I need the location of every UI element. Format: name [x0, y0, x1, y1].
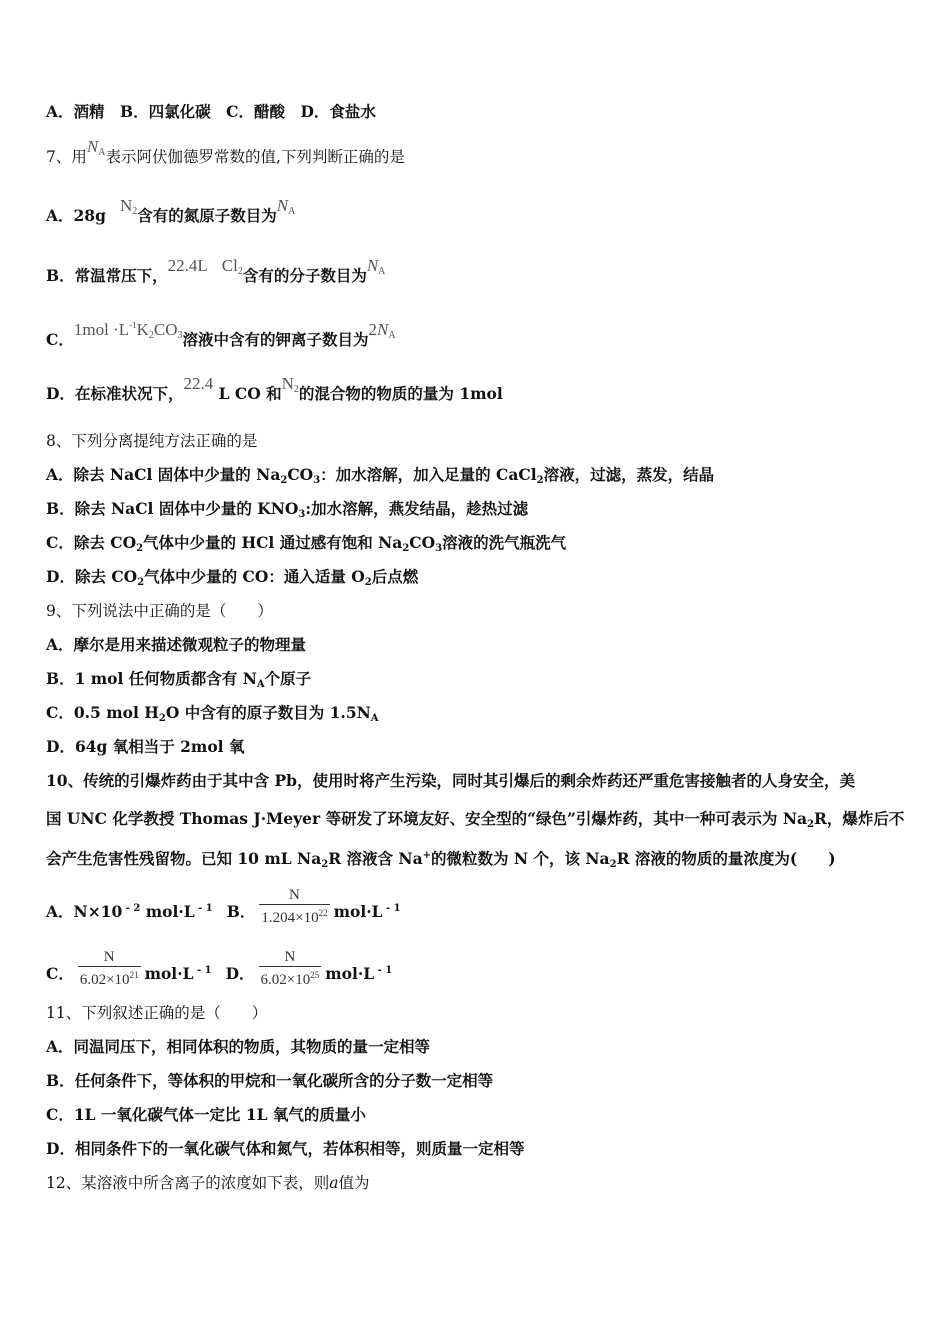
q7-option-a: A．28gN2含有的氮原子数目为NA: [46, 196, 296, 225]
q8-stem: 8、下列分离提纯方法正确的是: [46, 432, 258, 450]
k2co3-concentration: $1mol \cdot L^{-1}K2CO3$: [73, 320, 183, 341]
q6-options: [46, 101, 376, 123]
q8-option-a: A．除去 NaCl 固体中少量的 $Na_2CO_3$：加水溶解，加入足量的 CaCl$_2$溶液，过滤，蒸发，结晶: [46, 465, 715, 486]
q11-option-d: D．相同条件下的一氧化碳气体和氮气，若体积相等，则质量一定相等: [46, 1139, 525, 1158]
q10-option-b: B． $\frac{N}{1.204\times 10^{22}}$ mol·L $^{- 1}$: [226, 887, 401, 926]
q8-option-d: D．除去 $CO_2$气体中少量的 CO：通入适量 $O_2$后点燃: [46, 567, 419, 588]
volume-22-4: 22.4: [183, 374, 214, 393]
q9-option-b: B．1 mol 任何物质都含有 $N_A$个原子: [46, 669, 312, 690]
q7-option-b: B．常温常压下，22.4L Cl2含有的分子数目为NA: [46, 256, 386, 285]
q11-stem: 11、下列叙述正确的是（ ）: [46, 1004, 268, 1022]
q10-option-a: A．N×10 $^{- 2}$ mol·L $^{- 1}$: [46, 902, 213, 921]
q9-option-a: A．摩尔是用来描述微观粒子的物理量: [46, 635, 307, 654]
fraction-c: $\frac{N}{6.02\times 10^{21}}$: [79, 949, 139, 988]
q7-option-c: C．$1mol \cdot L^{-1}K2CO3$溶液中含有的钾离子数目为2NA: [46, 320, 396, 349]
na-symbol: NA: [86, 137, 106, 158]
q6-options-text: A．酒精 B．四氯化碳 C．醋酸 D．食盐水: [46, 102, 376, 121]
q7-option-d: D．在标准状况下，22.4 L CO 和N2的混合物的物质的量为 1mol: [46, 374, 503, 403]
q10-options-ab: [46, 887, 401, 933]
two-na-symbol: 2NA: [368, 320, 396, 341]
q10-option-c: C． $\frac{N}{6.02\times 10^{21}}$ mol·L $^{- 1}$: [46, 949, 212, 988]
volume-22-4l: 22.4L: [167, 256, 208, 275]
q9-option-d: D．64g 氧相当于 2mol 氧: [46, 737, 245, 756]
na-symbol: NA: [366, 256, 386, 277]
fraction-b: $\frac{N}{1.204\times 10^{22}}$: [261, 887, 328, 926]
q10-stem-line2: 国 UNC 化学教授 Thomas J·Meyer 等研发了环境友好、安全型的“绿色”引爆炸药，其中一种可表示为 $Na_2R$，爆炸后不: [46, 809, 905, 830]
q11-option-c: C．1L 一氧化碳气体一定比 1L 氧气的质量小: [46, 1105, 366, 1124]
q10-option-d: D． $\frac{N}{6.02\times 10^{25}}$ mol·L $^{- 1}$: [225, 949, 393, 988]
q7-stem: 7、用NA表示阿伏伽德罗常数的值,下列判断正确的是: [46, 137, 405, 166]
q9-stem: 9、下列说法中正确的是（ ）: [46, 602, 273, 620]
variable-a: a: [329, 1174, 339, 1192]
q10-stem-line1: 10、传统的引爆炸药由于其中含 Pb，使用时将产生污染，同时其引爆后的剩余炸药还严重危害接触者的人身安全，美: [46, 771, 855, 790]
q10-stem-line3: 会产生危害性残留物。已知 10 mL $Na_2R$ 溶液含 Na+的微粒数为 N 个，该 $Na_2R$ 溶液的物质的量浓度为( ): [46, 849, 836, 870]
q12-stem: 12、某溶液中所含离子的浓度如下表，则a值为: [46, 1174, 370, 1192]
q11-option-b: B．任何条件下，等体积的甲烷和一氧化碳所含的分子数一定相等: [46, 1071, 494, 1090]
q10-options-cd: [46, 949, 393, 995]
q8-option-b: B．除去 NaCl 固体中少量的 $KNO_3$:加水溶解，燕发结晶，趁热过滤: [46, 499, 529, 520]
q9-option-c: C．0.5 mol $H_2O$ 中含有的原子数目为 $1.5N_A$: [46, 703, 379, 724]
na-symbol: NA: [276, 196, 296, 217]
q11-option-a: A．同温同压下，相同体积的物质，其物质的量一定相等: [46, 1037, 431, 1056]
fraction-d: $\frac{N}{6.02\times 10^{25}}$: [260, 949, 320, 988]
q8-option-c: C．除去 $CO_2$气体中少量的 HCl 通过感有饱和 $Na_2CO_3$溶液的洗气瓶洗气: [46, 533, 567, 554]
cl2-formula: Cl2: [221, 256, 243, 277]
n2-formula: N2: [281, 374, 299, 395]
n2-formula: N2: [119, 196, 138, 217]
